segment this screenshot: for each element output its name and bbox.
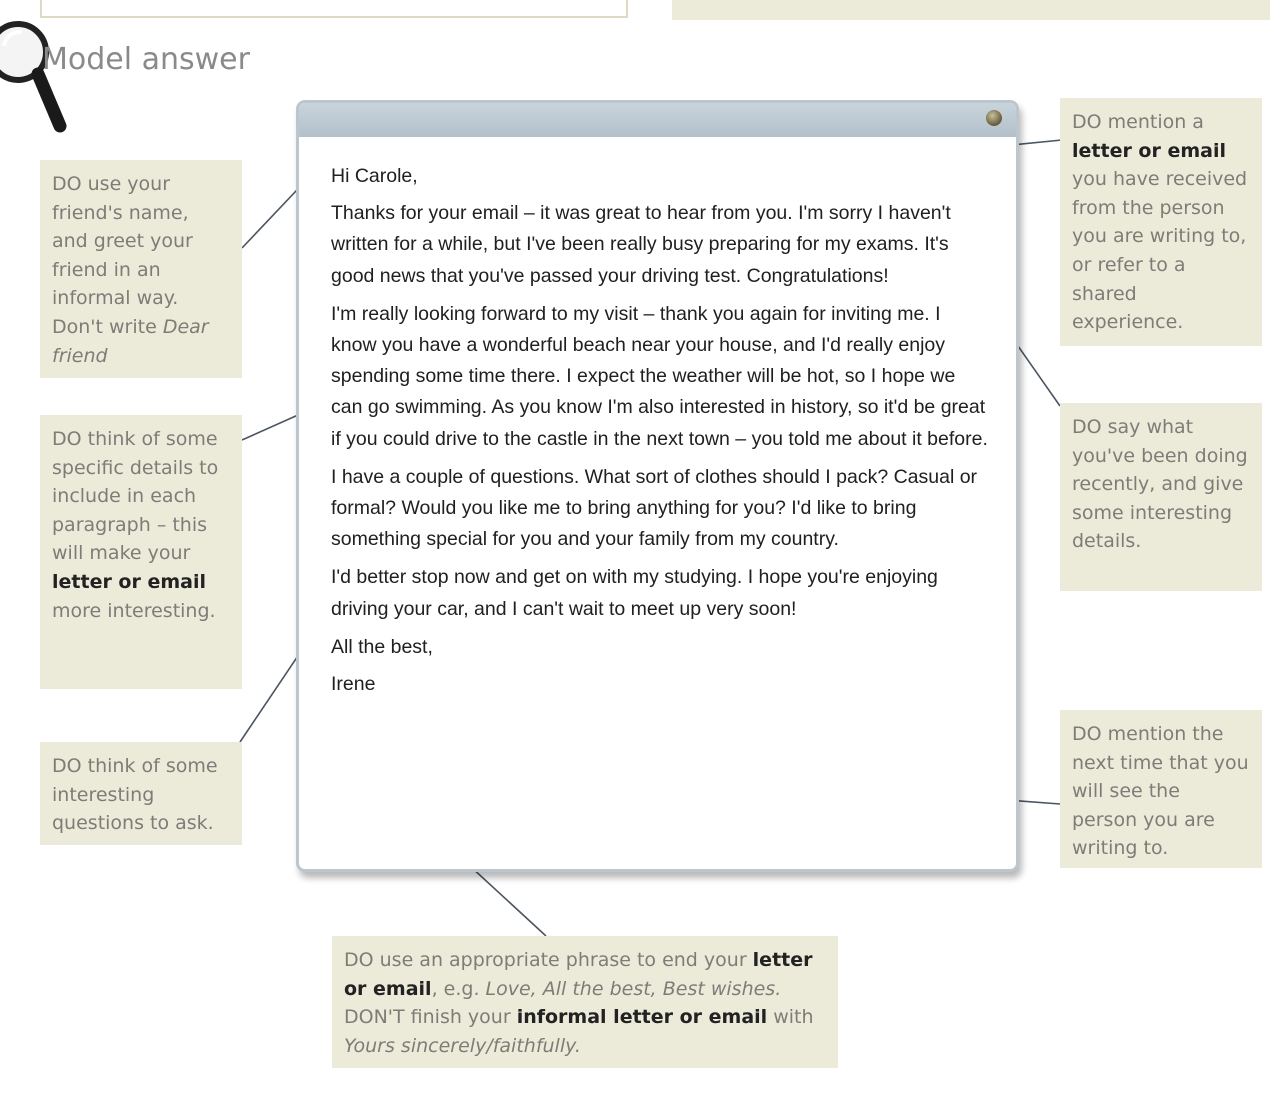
email-paragraph-2: I'm really looking forward to my visit – thank you again for inviting me. I know you have a wonderful beach near your house, and I'd really enjoy spending some time there. I expect the weather will be hot, so I hope we can go swimming. As you know I'm also interested in history, so it'd be great if you could drive to the castle in the next town – you told me about it before. bbox=[331, 302, 988, 450]
email-paragraph-1: Thanks for your email – it was great to hear from you. I'm sorry I haven't written for a while, but I've been really busy preparing for my exams. It's good news that you've passed your driving test. Congratulations! bbox=[331, 202, 951, 287]
email-paragraph-4: I'd better stop now and get on with my studying. I hope you're enjoying driving your car, and I can't wait to meet up very soon! bbox=[331, 566, 938, 620]
email-paragraph-3: I have a couple of questions. What sort of clothes should I pack? Casual or formal? Would you like me to bring anything for you? I'd like to bring something special for you and your family from my country. bbox=[331, 465, 978, 551]
note-mention: DO mention a letter or email you have received from the person you are writing to, or refer to a shared experience. bbox=[1060, 98, 1262, 346]
page-title: Model answer bbox=[42, 42, 250, 77]
note-questions: DO think of some interesting questions to ask. bbox=[40, 742, 242, 845]
email-greeting: Hi Carole, bbox=[331, 165, 418, 187]
note-next: DO mention the next time that you will see the person you are writing to. bbox=[1060, 710, 1262, 868]
note-greet: DO use your friend's name, and greet your friend in an informal way. Don't write Dear friend bbox=[40, 160, 242, 378]
note-details: DO think of some specific details to include in each paragraph – this will make your letter or email more interesting. bbox=[40, 415, 242, 689]
email-closing: All the best, bbox=[331, 635, 433, 658]
note-recent: DO say what you've been doing recently, and give some interesting details. bbox=[1060, 403, 1262, 591]
email-body bbox=[331, 161, 991, 706]
email-window bbox=[296, 100, 1019, 872]
window-titlebar bbox=[299, 103, 1016, 137]
email-signature: Irene bbox=[331, 673, 376, 696]
close-dot-icon[interactable] bbox=[986, 110, 1002, 126]
note-ending: DO use an appropriate phrase to end your letter or email, e.g. Love, All the best, Best wishes. DON'T finish your informal letter or email with Yours sincerely/faithfully. bbox=[332, 936, 838, 1068]
